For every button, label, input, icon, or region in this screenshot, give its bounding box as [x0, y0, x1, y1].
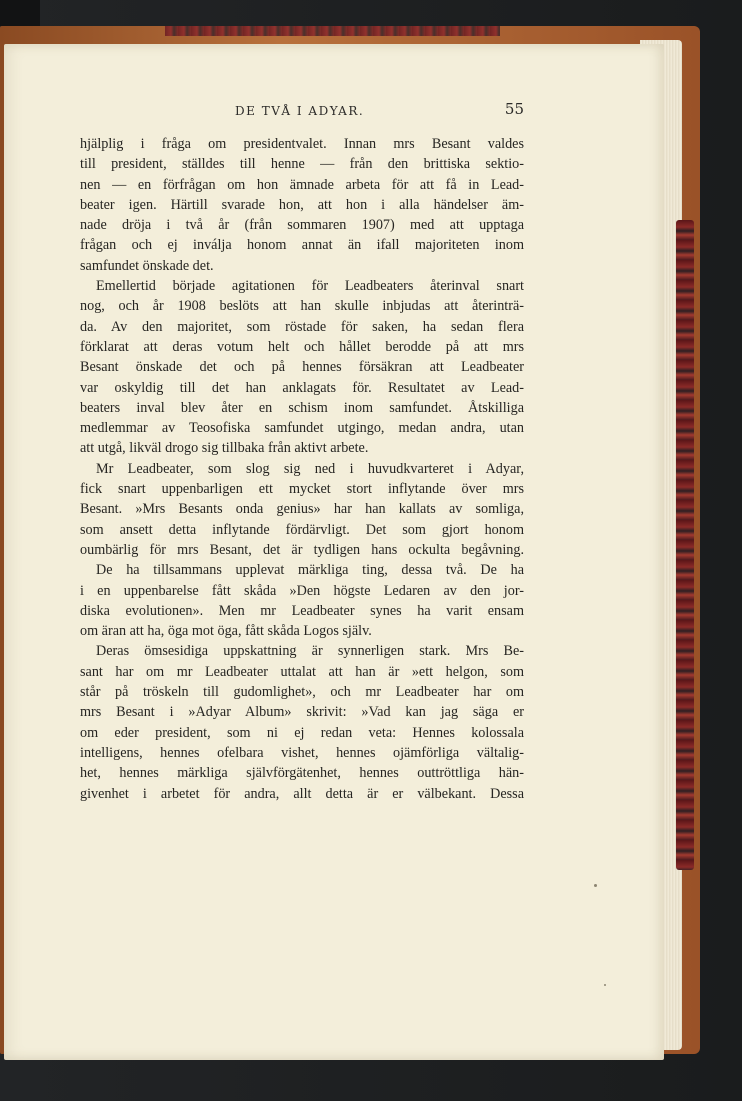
text-line: nen — en förfrågan om hon ämnade arbeta för att få in Lead-	[80, 176, 524, 193]
text-line: diska evolutionen». Men mr Leadbeater synes ha varit ensam	[80, 602, 524, 619]
page-speck	[604, 984, 606, 986]
text-line: da. Av den majoritet, som röstade för saken, ha sedan flera	[80, 318, 524, 335]
text-line: Mr Leadbeater, som slog sig ned i huvudkvarteret i Adyar,	[96, 460, 524, 477]
text-line: intelligens, hennes ofelbara vishet, hennes ojämförliga vältalig-	[80, 744, 524, 761]
page-speck	[594, 884, 597, 887]
text-line: fick snart uppenbarligen ett mycket stort inflytande över mrs	[80, 481, 524, 498]
text-line: Deras ömsesidiga uppskattning är synnerligen stark. Mrs Be-	[96, 643, 524, 660]
text-line: givenhet i arbetet för andra, allt detta är er välbekant. Dessa	[80, 785, 524, 802]
text-line: samfundet önskade det.	[80, 257, 214, 274]
text-line: De ha tillsammans upplevat märkliga ting, dessa två. De ha	[96, 562, 524, 579]
text-line: beaters inval blev åter en schism inom samfundet. Åtskilliga	[80, 399, 524, 416]
text-line: het, hennes märkliga självförgätenhet, hennes outtröttliga hän-	[80, 765, 524, 782]
text-line: hjälplig i fråga om presidentvalet. Innan mrs Besant valdes	[80, 136, 524, 152]
text-line: beater igen. Härtill svarade hon, att hon i alla händelser äm-	[80, 196, 524, 213]
text-line: medlemmar av Teosofiska samfundet utgingo, medan andra, utan	[80, 420, 524, 437]
cover-edge-strip	[165, 26, 500, 36]
text-line: mrs Besant i »Adyar Album» skrivit: »Vad kan jag säga er	[80, 704, 524, 721]
text-line: nog, och år 1908 beslöts att han skulle inbjudas att återinträ-	[80, 298, 524, 315]
page-header	[80, 100, 524, 122]
text-line: oumbärlig för mrs Besant, det är tydligen hans ockulta begåvning.	[80, 541, 524, 558]
text-line: var oskyldig till det han anklagats för. Resultatet av Lead-	[80, 379, 524, 396]
text-line: till president, ställdes till henne — från den brittiska sektio-	[80, 156, 524, 173]
text-line: sant har om mr Leadbeater uttalat att han är »ett helgon, som	[80, 663, 524, 680]
text-line: Besant önskade det och på hennes försäkran att Leadbeater	[80, 359, 524, 376]
marbled-edge	[676, 220, 694, 870]
text-line: som ansett detta inflytande fördärvligt. Det som gjort honom	[80, 521, 524, 538]
background-corner	[0, 0, 40, 26]
running-head: DE TVÅ I ADYAR.	[235, 104, 365, 118]
text-line: i en uppenbarelse fått skåda »Den högste Ledaren av den jor-	[80, 582, 524, 599]
text-line: frågan och ej inválja honom annat än ifall majoriteten inom	[80, 237, 524, 254]
page-number: 55	[504, 100, 524, 118]
text-line: förklarat att deras votum helt och hållet berodde på att mrs	[80, 338, 524, 355]
body-text	[80, 134, 524, 804]
text-line: Besant. »Mrs Besants onda genius» har han kallats av somliga,	[80, 501, 524, 518]
text-line: om eder president, som ni ej redan veta: Hennes kolossala	[80, 724, 524, 741]
text-line: står på tröskeln till gudomlighet», och mr Leadbeater har om	[80, 684, 524, 701]
text-line: att utgå, likväl drogo sig tillbaka från aktivt arbete.	[80, 440, 369, 457]
text-line: om äran att ha, öga mot öga, fått skåda Logos själv.	[80, 623, 372, 640]
text-line: Emellertid började agitationen för Leadbeaters återinval snart	[96, 278, 524, 295]
text-line: nade dröja i två år (från sommaren 1907) med att upptaga	[80, 217, 524, 234]
